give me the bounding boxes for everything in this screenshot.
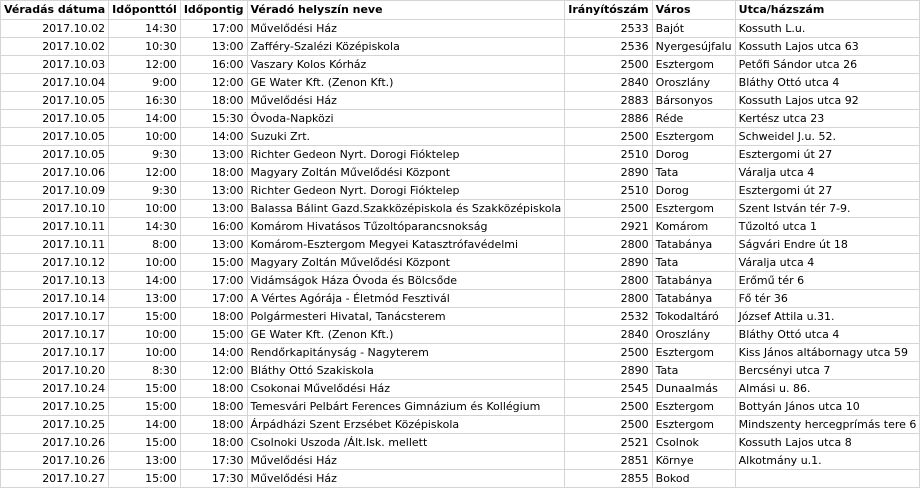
venue-cell[interactable]: Temesvári Pelbárt Ferences Gimnázium és Kollégium xyxy=(247,398,565,416)
venue-cell[interactable]: Komárom Hivatásos Tűzoltóparancsnokság xyxy=(247,218,565,236)
to-cell[interactable]: 18:00 xyxy=(180,398,247,416)
venue-cell[interactable]: Óvoda-Napközi xyxy=(247,110,565,128)
street-cell[interactable]: Ságvári Endre út 18 xyxy=(735,236,920,254)
street-cell[interactable]: Bláthy Ottó utca 4 xyxy=(735,74,920,92)
to-cell[interactable]: 15:30 xyxy=(180,110,247,128)
header-cell-street[interactable]: Utca/házszám xyxy=(735,1,920,20)
zip-cell[interactable]: 2890 xyxy=(565,362,652,380)
from-cell[interactable]: 10:00 xyxy=(109,326,181,344)
street-cell[interactable]: Bláthy Ottó utca 4 xyxy=(735,326,920,344)
table-row xyxy=(1,182,920,200)
from-cell[interactable]: 15:00 xyxy=(109,434,181,452)
zip-cell[interactable]: 2521 xyxy=(565,434,652,452)
sheet-body xyxy=(1,1,920,488)
street-cell[interactable]: Szent István tér 7-9. xyxy=(735,200,920,218)
venue-cell[interactable]: Művelődési Ház xyxy=(247,92,565,110)
table-row xyxy=(1,236,920,254)
venue-cell[interactable]: Árpádházi Szent Erzsébet Középiskola xyxy=(247,416,565,434)
table-row xyxy=(1,74,920,92)
table-row xyxy=(1,146,920,164)
header-cell-zip[interactable]: Irányítószám xyxy=(565,1,652,20)
zip-cell[interactable]: 2921 xyxy=(565,218,652,236)
city-cell[interactable]: Tata xyxy=(652,362,735,380)
zip-cell[interactable]: 2533 xyxy=(565,20,652,38)
from-cell[interactable]: 16:30 xyxy=(109,92,181,110)
city-cell[interactable]: Esztergom xyxy=(652,416,735,434)
venue-cell[interactable]: Vidámságok Háza Óvoda és Bölcsőde xyxy=(247,272,565,290)
table-row xyxy=(1,380,920,398)
to-cell[interactable]: 18:00 xyxy=(180,92,247,110)
from-cell[interactable]: 10:00 xyxy=(109,254,181,272)
zip-cell[interactable]: 2886 xyxy=(565,110,652,128)
header-row xyxy=(1,1,920,20)
table-row xyxy=(1,290,920,308)
header-cell-venue[interactable]: Véradó helyszín neve xyxy=(247,1,565,20)
city-cell[interactable]: Dunaalmás xyxy=(652,380,735,398)
table-row xyxy=(1,110,920,128)
date-cell[interactable]: 2017.10.27 xyxy=(1,470,109,488)
to-cell[interactable]: 17:00 xyxy=(180,20,247,38)
city-cell[interactable]: Esztergom xyxy=(652,200,735,218)
city-cell[interactable]: Esztergom xyxy=(652,344,735,362)
venue-cell[interactable]: Művelődési Ház xyxy=(247,470,565,488)
street-cell[interactable]: Kiss János altábornagy utca 59 xyxy=(735,344,920,362)
street-cell[interactable]: Schweidel J.u. 52. xyxy=(735,128,920,146)
street-cell[interactable]: Fő tér 36 xyxy=(735,290,920,308)
city-cell[interactable]: Esztergom xyxy=(652,56,735,74)
table-row xyxy=(1,362,920,380)
date-cell[interactable]: 2017.10.11 xyxy=(1,236,109,254)
date-cell[interactable]: 2017.10.25 xyxy=(1,416,109,434)
city-cell[interactable]: Tatabánya xyxy=(652,272,735,290)
street-cell[interactable]: Bottyán János utca 10 xyxy=(735,398,920,416)
street-cell[interactable]: Esztergomi út 27 xyxy=(735,182,920,200)
city-cell[interactable]: Esztergom xyxy=(652,398,735,416)
date-cell[interactable]: 2017.10.12 xyxy=(1,254,109,272)
date-cell[interactable]: 2017.10.09 xyxy=(1,182,109,200)
city-cell[interactable]: Tatabánya xyxy=(652,290,735,308)
from-cell[interactable]: 15:00 xyxy=(109,380,181,398)
header-cell-date[interactable]: Véradás dátuma xyxy=(1,1,109,20)
to-cell[interactable]: 17:30 xyxy=(180,470,247,488)
city-cell[interactable]: Csolnok xyxy=(652,434,735,452)
table-row xyxy=(1,56,920,74)
to-cell[interactable]: 13:00 xyxy=(180,200,247,218)
venue-cell[interactable]: Balassa Bálint Gazd.Szakközépiskola és Szakközépiskola xyxy=(247,200,565,218)
to-cell[interactable]: 13:00 xyxy=(180,146,247,164)
street-cell[interactable]: Esztergomi út 27 xyxy=(735,146,920,164)
to-cell[interactable]: 13:00 xyxy=(180,38,247,56)
venue-cell[interactable]: Művelődési Ház xyxy=(247,20,565,38)
from-cell[interactable]: 9:30 xyxy=(109,146,181,164)
street-cell[interactable]: Almási u. 86. xyxy=(735,380,920,398)
zip-cell[interactable]: 2855 xyxy=(565,470,652,488)
street-cell[interactable]: Kossuth Lajos utca 63 xyxy=(735,38,920,56)
venue-cell[interactable]: GE Water Kft. (Zenon Kft.) xyxy=(247,74,565,92)
city-cell[interactable]: Környe xyxy=(652,452,735,470)
city-cell[interactable]: Réde xyxy=(652,110,735,128)
table-row xyxy=(1,20,920,38)
zip-cell[interactable]: 2840 xyxy=(565,74,652,92)
date-cell[interactable]: 2017.10.24 xyxy=(1,380,109,398)
street-cell[interactable]: Tűzoltó utca 1 xyxy=(735,218,920,236)
city-cell[interactable]: Nyergesújfalu xyxy=(652,38,735,56)
venue-cell[interactable]: Magyary Zoltán Művelődési Központ xyxy=(247,254,565,272)
zip-cell[interactable]: 2840 xyxy=(565,326,652,344)
date-cell[interactable]: 2017.10.14 xyxy=(1,290,109,308)
to-cell[interactable]: 12:00 xyxy=(180,74,247,92)
to-cell[interactable]: 16:00 xyxy=(180,218,247,236)
from-cell[interactable]: 14:30 xyxy=(109,218,181,236)
venue-cell[interactable]: Suzuki Zrt. xyxy=(247,128,565,146)
zip-cell[interactable]: 2500 xyxy=(565,416,652,434)
from-cell[interactable]: 13:00 xyxy=(109,452,181,470)
from-cell[interactable]: 15:00 xyxy=(109,470,181,488)
street-cell[interactable]: József Attila u.31. xyxy=(735,308,920,326)
table-row xyxy=(1,326,920,344)
zip-cell[interactable]: 2510 xyxy=(565,146,652,164)
table-row xyxy=(1,398,920,416)
zip-cell[interactable]: 2500 xyxy=(565,200,652,218)
table-row xyxy=(1,434,920,452)
table-row xyxy=(1,200,920,218)
city-cell[interactable]: Bajót xyxy=(652,20,735,38)
table-row xyxy=(1,308,920,326)
to-cell[interactable]: 13:00 xyxy=(180,182,247,200)
from-cell[interactable]: 10:30 xyxy=(109,38,181,56)
date-cell[interactable]: 2017.10.05 xyxy=(1,128,109,146)
to-cell[interactable]: 14:00 xyxy=(180,128,247,146)
street-cell[interactable] xyxy=(735,470,920,488)
table-row xyxy=(1,38,920,56)
city-cell[interactable]: Tokodaltáró xyxy=(652,308,735,326)
date-cell[interactable]: 2017.10.26 xyxy=(1,434,109,452)
table-row xyxy=(1,470,920,488)
venue-cell[interactable]: Richter Gedeon Nyrt. Dorogi Fióktelep xyxy=(247,146,565,164)
zip-cell[interactable]: 2500 xyxy=(565,56,652,74)
date-cell[interactable]: 2017.10.06 xyxy=(1,164,109,182)
table-row xyxy=(1,344,920,362)
zip-cell[interactable]: 2532 xyxy=(565,308,652,326)
table-row xyxy=(1,128,920,146)
from-cell[interactable]: 12:00 xyxy=(109,56,181,74)
to-cell[interactable]: 18:00 xyxy=(180,308,247,326)
zip-cell[interactable]: 2500 xyxy=(565,398,652,416)
date-cell[interactable]: 2017.10.05 xyxy=(1,92,109,110)
to-cell[interactable]: 18:00 xyxy=(180,416,247,434)
venue-cell[interactable]: Művelődési Ház xyxy=(247,452,565,470)
from-cell[interactable]: 10:00 xyxy=(109,200,181,218)
city-cell[interactable]: Dorog xyxy=(652,182,735,200)
table-row xyxy=(1,164,920,182)
venue-cell[interactable]: Bláthy Ottó Szakiskola xyxy=(247,362,565,380)
venue-cell[interactable]: Csokonai Művelődési Ház xyxy=(247,380,565,398)
date-cell[interactable]: 2017.10.11 xyxy=(1,218,109,236)
from-cell[interactable]: 8:00 xyxy=(109,236,181,254)
street-cell[interactable]: Erőmű tér 6 xyxy=(735,272,920,290)
date-cell[interactable]: 2017.10.20 xyxy=(1,362,109,380)
city-cell[interactable]: Oroszlány xyxy=(652,326,735,344)
venue-cell[interactable]: GE Water Kft. (Zenon Kft.) xyxy=(247,326,565,344)
from-cell[interactable]: 10:00 xyxy=(109,344,181,362)
city-cell[interactable]: Tatabánya xyxy=(652,236,735,254)
date-cell[interactable]: 2017.10.13 xyxy=(1,272,109,290)
street-cell[interactable]: Mindszenty hercegprímás tere 6 xyxy=(735,416,920,434)
date-cell[interactable]: 2017.10.10 xyxy=(1,200,109,218)
to-cell[interactable]: 14:00 xyxy=(180,344,247,362)
zip-cell[interactable]: 2500 xyxy=(565,344,652,362)
city-cell[interactable]: Tata xyxy=(652,254,735,272)
street-cell[interactable]: Kossuth L.u. xyxy=(735,20,920,38)
to-cell[interactable]: 17:00 xyxy=(180,272,247,290)
city-cell[interactable]: Tata xyxy=(652,164,735,182)
date-cell[interactable]: 2017.10.05 xyxy=(1,146,109,164)
zip-cell[interactable]: 2883 xyxy=(565,92,652,110)
date-cell[interactable]: 2017.10.17 xyxy=(1,326,109,344)
street-cell[interactable]: Váralja utca 4 xyxy=(735,164,920,182)
zip-cell[interactable]: 2800 xyxy=(565,290,652,308)
street-cell[interactable]: Kertész utca 23 xyxy=(735,110,920,128)
city-cell[interactable]: Dorog xyxy=(652,146,735,164)
venue-cell[interactable]: Magyary Zoltán Művelődési Központ xyxy=(247,164,565,182)
zip-cell[interactable]: 2851 xyxy=(565,452,652,470)
venue-cell[interactable]: Csolnoki Uszoda /Ált.Isk. mellett xyxy=(247,434,565,452)
table-row xyxy=(1,92,920,110)
zip-cell[interactable]: 2510 xyxy=(565,182,652,200)
city-cell[interactable]: Komárom xyxy=(652,218,735,236)
zip-cell[interactable]: 2536 xyxy=(565,38,652,56)
header-cell-city[interactable]: Város xyxy=(652,1,735,20)
to-cell[interactable]: 15:00 xyxy=(180,254,247,272)
table-row xyxy=(1,254,920,272)
from-cell[interactable]: 15:00 xyxy=(109,308,181,326)
date-cell[interactable]: 2017.10.26 xyxy=(1,452,109,470)
venue-cell[interactable]: Richter Gedeon Nyrt. Dorogi Fióktelep xyxy=(247,182,565,200)
city-cell[interactable]: Bársonyos xyxy=(652,92,735,110)
zip-cell[interactable]: 2500 xyxy=(565,128,652,146)
venue-cell[interactable]: Zafféry-Szalézi Középiskola xyxy=(247,38,565,56)
to-cell[interactable]: 18:00 xyxy=(180,434,247,452)
street-cell[interactable]: Kossuth Lajos utca 92 xyxy=(735,92,920,110)
to-cell[interactable]: 13:00 xyxy=(180,236,247,254)
from-cell[interactable]: 14:00 xyxy=(109,110,181,128)
date-cell[interactable]: 2017.10.25 xyxy=(1,398,109,416)
date-cell[interactable]: 2017.10.17 xyxy=(1,344,109,362)
street-cell[interactable]: Kossuth Lajos utca 8 xyxy=(735,434,920,452)
header-cell-to[interactable]: Időpontig xyxy=(180,1,247,20)
venue-cell[interactable]: Komárom-Esztergom Megyei Katasztrófavédelmi xyxy=(247,236,565,254)
to-cell[interactable]: 17:30 xyxy=(180,452,247,470)
street-cell[interactable]: Alkotmány u.1. xyxy=(735,452,920,470)
street-cell[interactable]: Váralja utca 4 xyxy=(735,254,920,272)
venue-cell[interactable]: Rendőrkapitányság - Nagyterem xyxy=(247,344,565,362)
date-cell[interactable]: 2017.10.04 xyxy=(1,74,109,92)
zip-cell[interactable]: 2890 xyxy=(565,254,652,272)
from-cell[interactable]: 14:30 xyxy=(109,20,181,38)
to-cell[interactable]: 12:00 xyxy=(180,362,247,380)
date-cell[interactable]: 2017.10.02 xyxy=(1,38,109,56)
table-row xyxy=(1,272,920,290)
from-cell[interactable]: 15:00 xyxy=(109,398,181,416)
header-cell-from[interactable]: Időponttól xyxy=(109,1,181,20)
date-cell[interactable]: 2017.10.02 xyxy=(1,20,109,38)
from-cell[interactable]: 14:00 xyxy=(109,272,181,290)
venue-cell[interactable]: Polgármesteri Hivatal, Tanácsterem xyxy=(247,308,565,326)
venue-cell[interactable]: A Vértes Agórája - Életmód Fesztivál xyxy=(247,290,565,308)
from-cell[interactable]: 8:30 xyxy=(109,362,181,380)
date-cell[interactable]: 2017.10.05 xyxy=(1,110,109,128)
table-row xyxy=(1,416,920,434)
city-cell[interactable]: Bokod xyxy=(652,470,735,488)
date-cell[interactable]: 2017.10.17 xyxy=(1,308,109,326)
to-cell[interactable]: 18:00 xyxy=(180,380,247,398)
zip-cell[interactable]: 2890 xyxy=(565,164,652,182)
to-cell[interactable]: 18:00 xyxy=(180,164,247,182)
city-cell[interactable]: Oroszlány xyxy=(652,74,735,92)
from-cell[interactable]: 9:30 xyxy=(109,182,181,200)
table-row xyxy=(1,218,920,236)
street-cell[interactable]: Bercsényi utca 7 xyxy=(735,362,920,380)
city-cell[interactable]: Esztergom xyxy=(652,128,735,146)
from-cell[interactable]: 13:00 xyxy=(109,290,181,308)
from-cell[interactable]: 14:00 xyxy=(109,416,181,434)
to-cell[interactable]: 15:00 xyxy=(180,326,247,344)
zip-cell[interactable]: 2800 xyxy=(565,272,652,290)
to-cell[interactable]: 16:00 xyxy=(180,56,247,74)
zip-cell[interactable]: 2545 xyxy=(565,380,652,398)
from-cell[interactable]: 12:00 xyxy=(109,164,181,182)
zip-cell[interactable]: 2800 xyxy=(565,236,652,254)
venue-cell[interactable]: Vaszary Kolos Kórház xyxy=(247,56,565,74)
table-row xyxy=(1,452,920,470)
street-cell[interactable]: Petőfi Sándor utca 26 xyxy=(735,56,920,74)
date-cell[interactable]: 2017.10.03 xyxy=(1,56,109,74)
from-cell[interactable]: 10:00 xyxy=(109,128,181,146)
from-cell[interactable]: 9:00 xyxy=(109,74,181,92)
to-cell[interactable]: 17:00 xyxy=(180,290,247,308)
